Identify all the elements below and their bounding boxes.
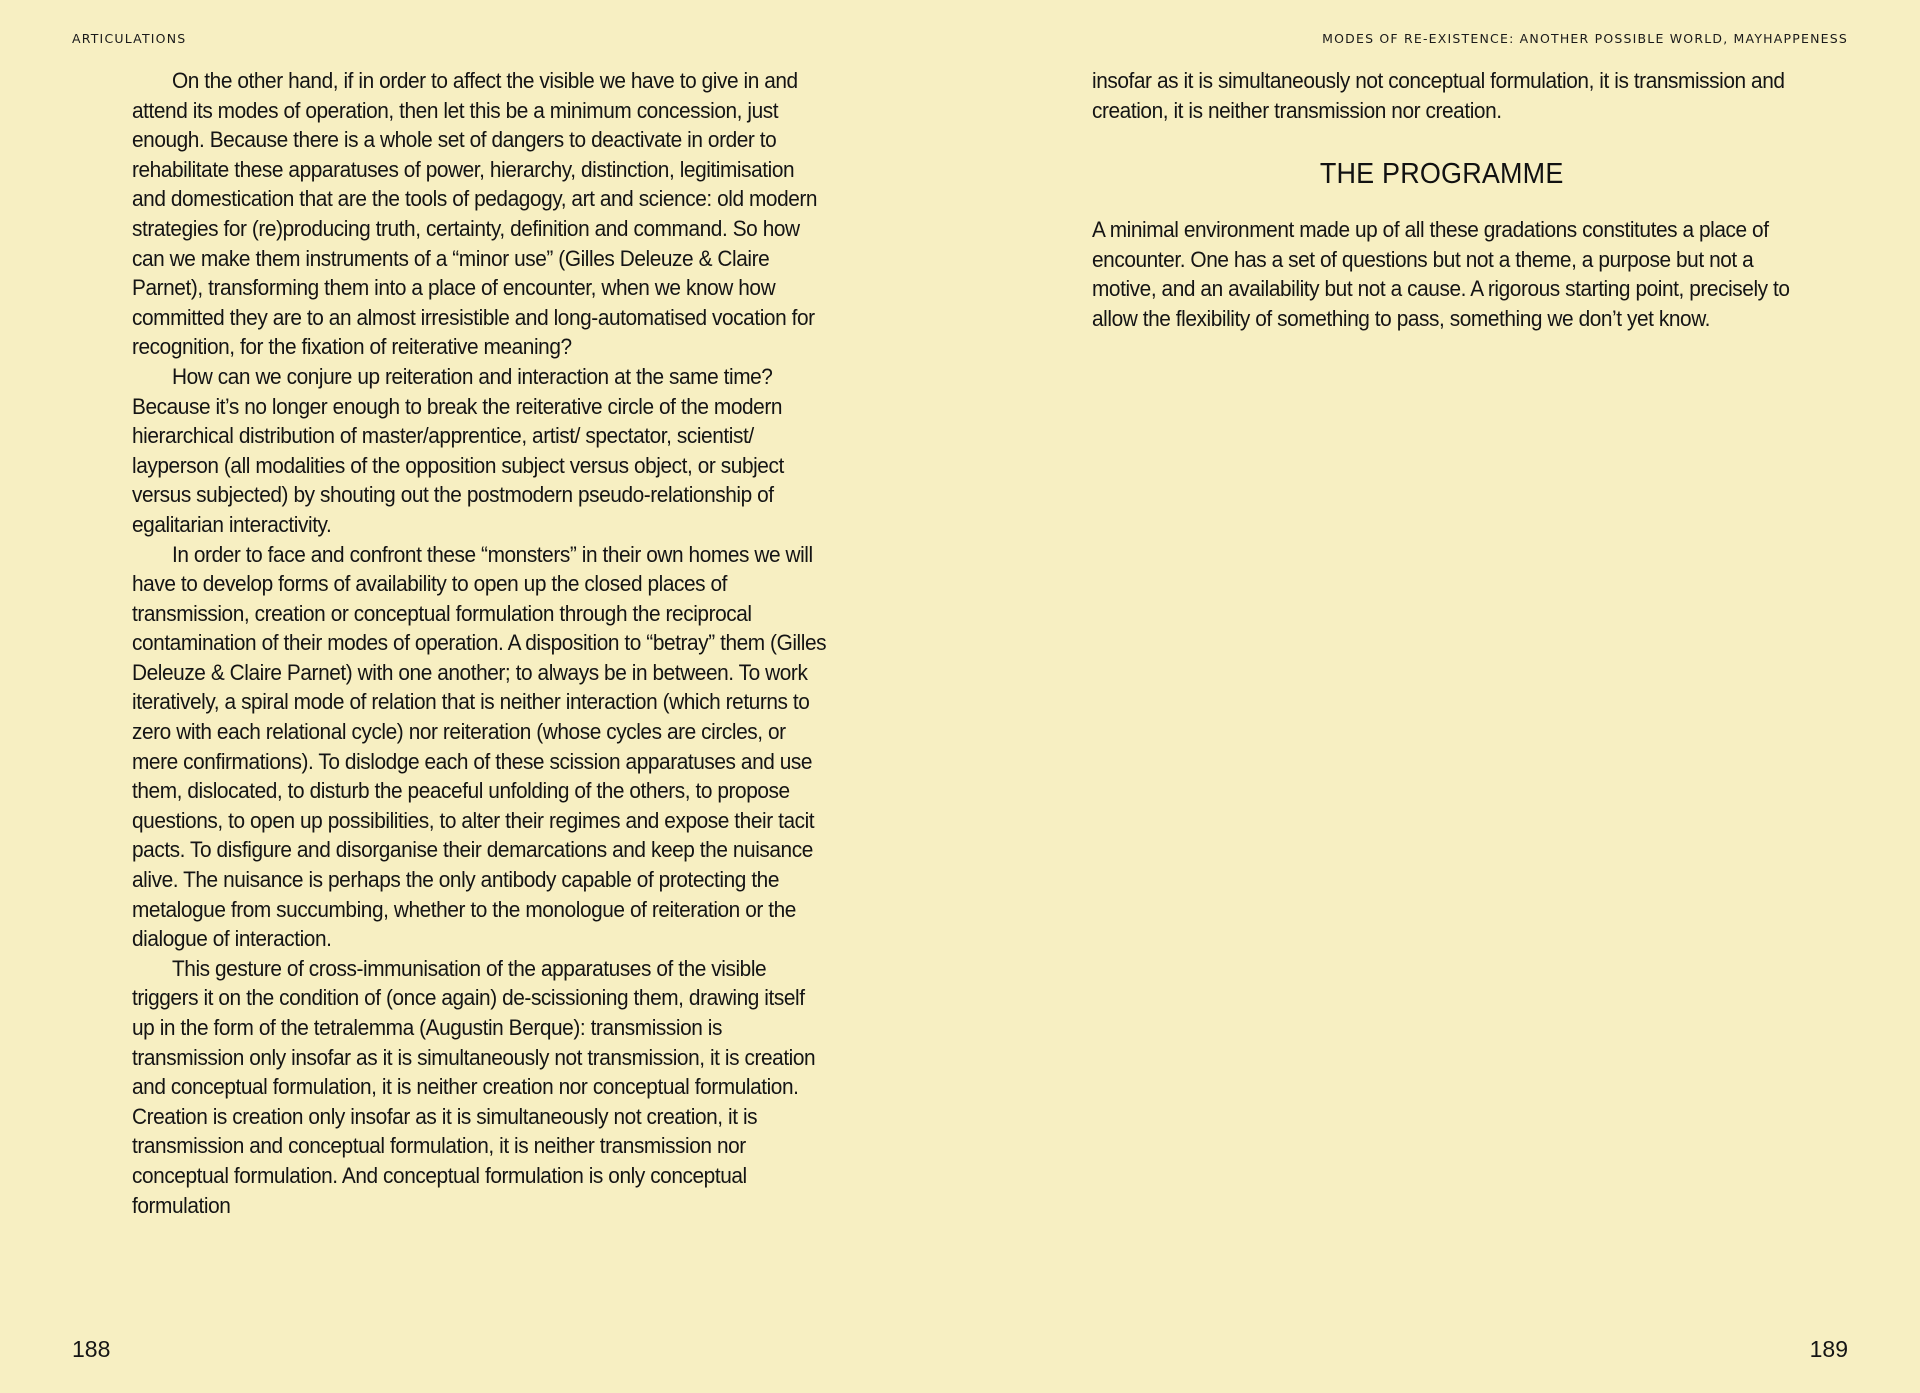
paragraph: In order to face and confront these “monsters” in their own homes we will have to develop forms of availability to open up the closed places of transmission, creation or conceptual formulation through the reciprocal contamination of their modes of operation. A disposition to “betray” them (Gilles Deleuze & Claire Parnet) with one another; to always be in between. To work iteratively, a spiral mode of relation that is neither interaction (which returns to zero with each relational cycle) nor reiteration (whose cycles are circles, or mere confirmations). To dislodge each of these scission apparatuses and use them, dislocated, to disturb the peaceful unfolding of the others, to propose questions, to open up possibilities, to alter their regimes and expose their tacit pacts. To disfigure and disorganise their demarcations and keep the nuisance alive. The nuisance is perhaps the only antibody capable of protecting the metalogue from succumbing, whether to the monologue of reiteration or the dialogue of interaction.	[132, 541, 827, 952]
right-page	[960, 0, 1920, 1393]
section-heading: THE PROGRAMME	[1319, 158, 1564, 191]
running-head-left: ARTICULATIONS	[72, 31, 187, 46]
running-head-right: MODES OF RE-EXISTENCE: ANOTHER POSSIBLE WORLD, MAYHAPPENESS	[1322, 31, 1848, 46]
right-page-body	[1092, 66, 1791, 334]
paragraph: How can we conjure up reiteration and interaction at the same time? Because it’s no longer enough to break the reiterative circle of the modern hierarchical distribution of master/apprentice, artist/ spectator, scientist/ layperson (all modalities of the opposition subject versus object, or subject versus subjected) by shouting out the postmodern pseudo-relationship of egalitarian interactivity.	[132, 363, 784, 537]
section-paragraph: A minimal environment made up of all these gradations constitutes a place of encounter. One has a set of questions but not a theme, a purpose but not a motive, and an availability but not a cause. A rigorous starting point, precisely to allow the flexibility of something to pass, something we don’t yet know.	[1092, 217, 1790, 331]
page-number-left: 188	[72, 1336, 111, 1362]
page-number-right: 189	[1809, 1336, 1848, 1362]
left-page-body	[132, 66, 831, 1220]
paragraph: On the other hand, if in order to affect the visible we have to give in and attend its modes of operation, then let this be a minimum concession, just enough. Because there is a whole set of dangers to deactivate in order to rehabilitate these apparatuses of power, hierarchy, distinction, legitimisation and domestication that are the tools of pedagogy, art and science: old modern strategies for (re)producing truth, certainty, definition and command. So how can we make them instruments of a “minor use” (Gilles Deleuze & Claire Parnet), transforming them into a place of encounter, when we know how committed they are to an almost irresistible and long-automatised vocation for recognition, for the fixation of reiterative meaning?	[132, 68, 818, 360]
paragraph: This gesture of cross-immunisation of the apparatuses of the visible triggers it on the condition of (once again) de-scissioning them, drawing itself up in the form of the tetralemma (Augustin Berque): transmission is transmission only insofar as it is simultaneously not transmission, it is creation and conceptual formulation, it is neither creation nor conceptual formulation. Creation is creation only insofar as it is simultaneously not creation, it is transmission and conceptual formulation, it is neither transmission nor conceptual formulation. And conceptual formulation is only conceptual formulation	[132, 955, 816, 1218]
continuation-paragraph: insofar as it is simultaneously not conceptual formulation, it is transmission and creation, it is neither transmission nor creation.	[1092, 68, 1785, 123]
